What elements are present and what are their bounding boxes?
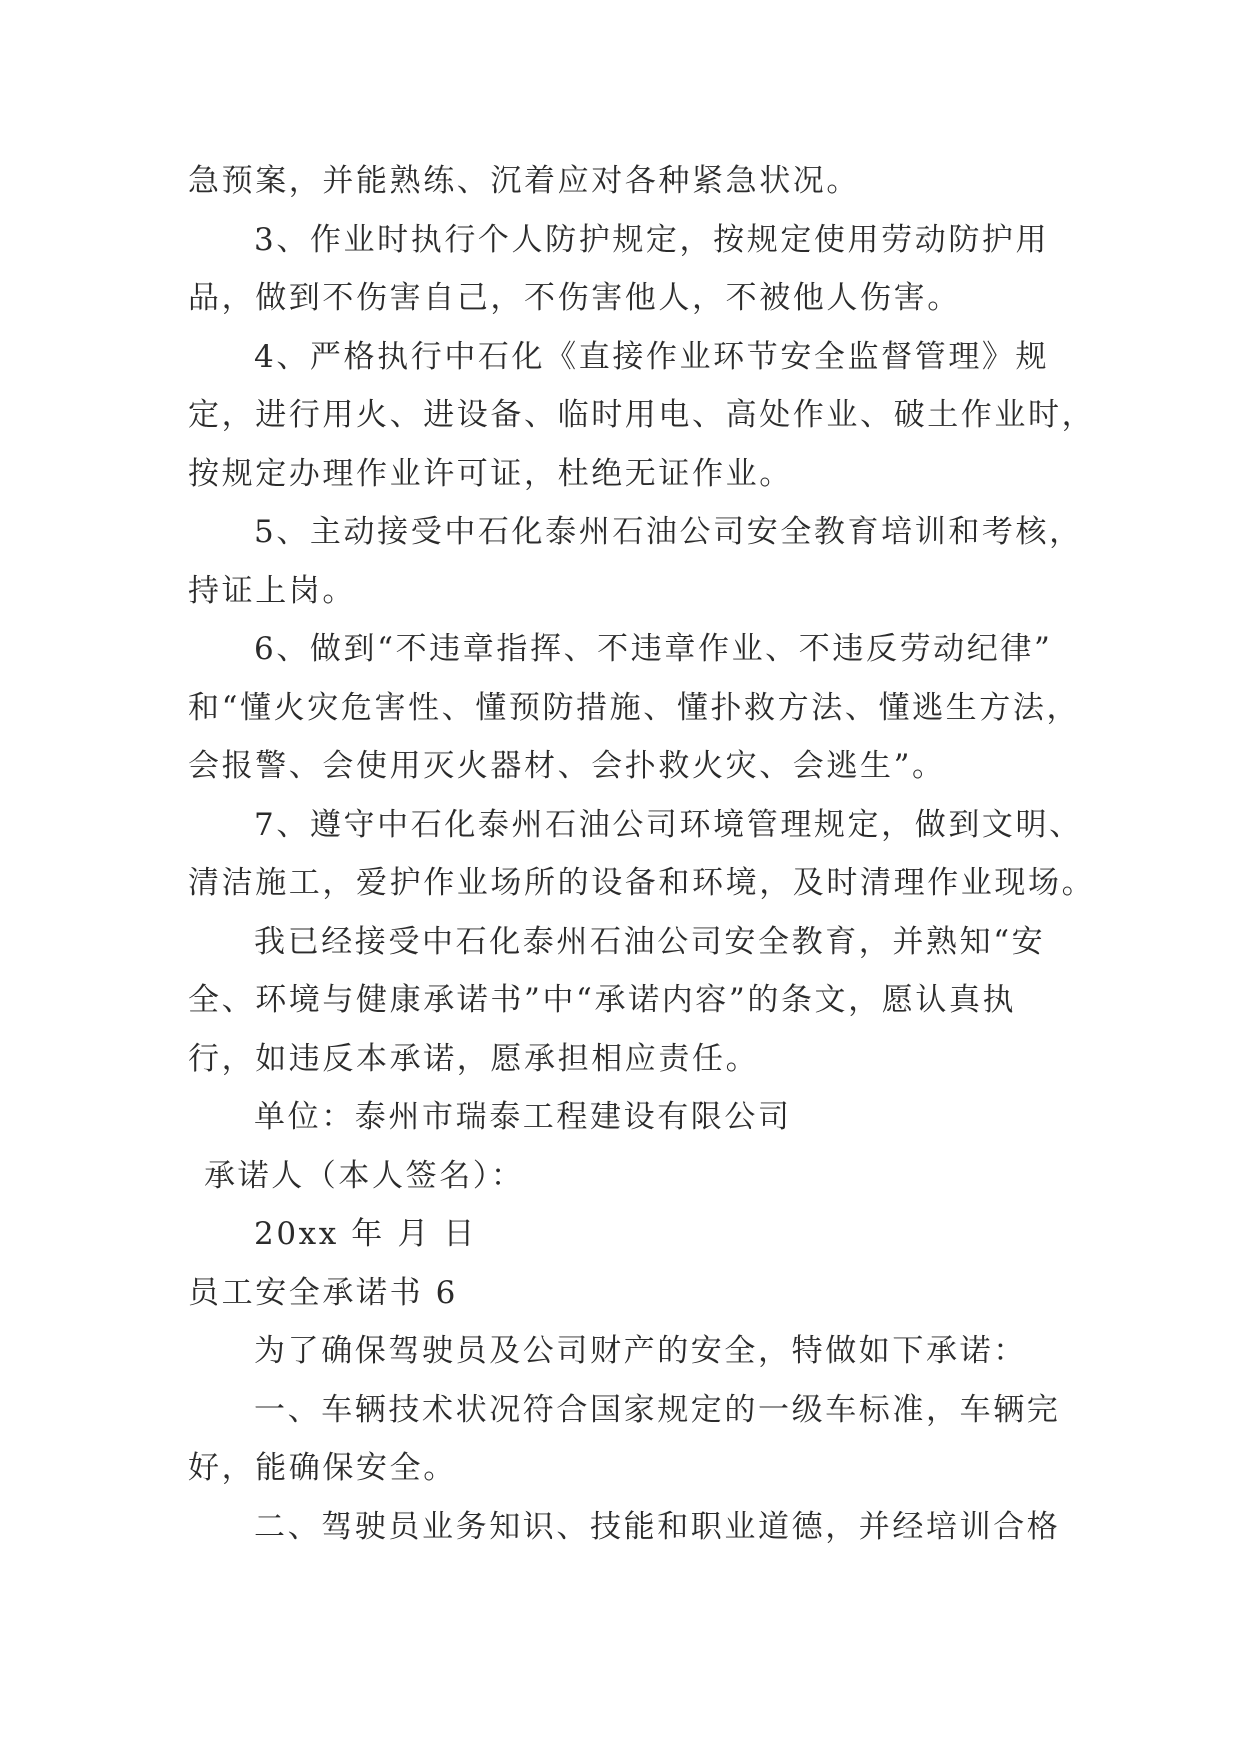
date-line: 20xx 年 月 日 [254, 1216, 477, 1252]
document-body [188, 152, 1096, 1556]
text-line: 按规定办理作业许可证，杜绝无证作业。 [188, 455, 793, 492]
text-line: 为了确保驾驶员及公司财产的安全，特做如下承诺： [254, 1333, 1027, 1369]
text-line: 定，进行用火、进设备、临时用电、高处作业、破土作业时， [188, 397, 1096, 433]
text-line: 行，如违反本承诺，愿承担相应责任。 [188, 1040, 760, 1077]
text-line: 一、车辆技术状况符合国家规定的一级车标准，车辆完 [254, 1391, 1061, 1428]
text-line: 6、做到“不违章指挥、不违章作业、不违反劳动纪律” [254, 631, 1053, 667]
signature-line: 承诺人（本人签名）： [204, 1157, 525, 1194]
section-title: 员工安全承诺书 6 [188, 1274, 458, 1311]
text-line: 全、环境与健康承诺书”中“承诺内容”的条文，愿认真执 [188, 982, 1017, 1018]
text-line: 二、驾驶员业务知识、技能和职业道德，并经培训合格 [254, 1508, 1061, 1545]
text-line: 好，能确保安全。 [188, 1450, 457, 1486]
text-line: 清洁施工，爱护作业场所的设备和环境，及时清理作业现场。 [188, 865, 1096, 901]
unit-line: 单位：泰州市瑞泰工程建设有限公司 [254, 1099, 792, 1135]
text-line: 5、主动接受中石化泰州石油公司安全教育培训和考核， [254, 514, 1083, 550]
text-line: 持证上岗。 [188, 572, 356, 609]
text-line: 和“懂火灾危害性、懂预防措施、懂扑救方法、懂逃生方法， [188, 689, 1081, 726]
text-line: 我已经接受中石化泰州石油公司安全教育，并熟知“安 [254, 923, 1046, 960]
text-line: 急预案，并能熟练、沉着应对各种紧急状况。 [188, 163, 860, 199]
text-line: 7、遵守中石化泰州石油公司环境管理规定，做到文明、 [254, 806, 1083, 843]
text-line: 3、作业时执行个人防护规定，按规定使用劳动防护用 [254, 221, 1050, 258]
text-line: 会报警、会使用灭火器材、会扑救火灾、会逃生”。 [188, 748, 946, 784]
text-line: 品，做到不伤害自己，不伤害他人，不被他人伤害。 [188, 280, 961, 316]
text-line: 4、严格执行中石化《直接作业环节安全监督管理》规 [254, 338, 1050, 375]
